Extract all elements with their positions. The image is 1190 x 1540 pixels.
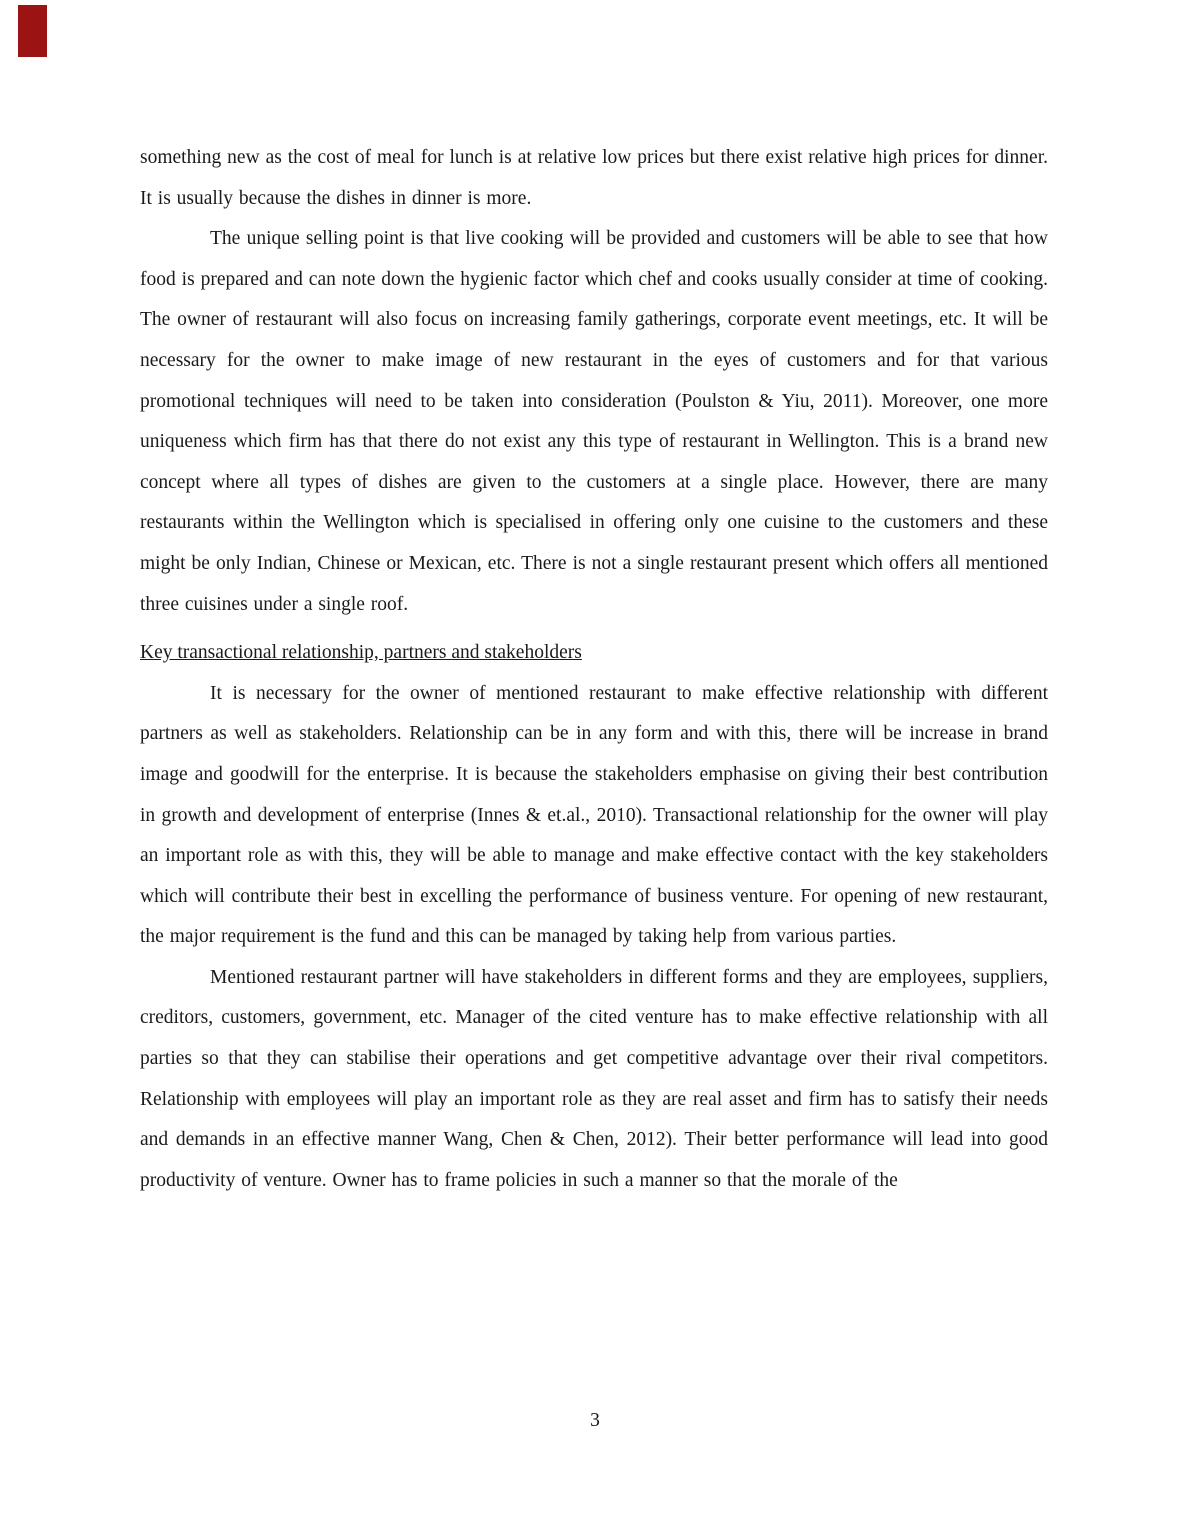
section-heading-key-transactional-relationship: Key transactional relationship, partners and stakeholders: [140, 642, 582, 664]
corner-logo-fragment: [18, 5, 47, 57]
page-number: 3: [590, 1410, 600, 1431]
document-body: [140, 138, 1048, 1201]
paragraph-transactional-relationship: It is necessary for the owner of mentioned restaurant to make effective relationship with different partners as well as stakeholders. Relationship can be in any form and with this, there will be increase in brand image and goodwill for the enterprise. It is because the stakeholders emphasise on giving their best contribution in growth and development of enterprise (Innes & et.al., 2010). Transactional relationship for the owner will play an important role as with this, they will be able to manage and make effective contact with the key stakeholders which will contribute their best in excelling the performance of business venture. For opening of new restaurant, the major requirement is the fund and this can be managed by taking help from various parties.: [140, 682, 1048, 948]
paragraph-unique-selling-point: The unique selling point is that live cooking will be provided and customers will be able to see that how food is prepared and can note down the hygienic factor which chef and cooks usually consider at time of cooking. The owner of restaurant will also focus on increasing family gatherings, corporate event meetings, etc. It will be necessary for the owner to make image of new restaurant in the eyes of customers and for that various promotional techniques will need to be taken into consideration (Poulston & Yiu, 2011). Moreover, one more uniqueness which firm has that there do not exist any this type of restaurant in Wellington. This is a brand new concept where all types of dishes are given to the customers at a single place. However, there are many restaurants within the Wellington which is specialised in offering only one cuisine to the customers and these might be only Indian, Chinese or Mexican, etc. There is not a single restaurant present which offers all mentioned three cuisines under a single roof.: [140, 228, 1048, 615]
paragraph-stakeholders-forms: Mentioned restaurant partner will have stakeholders in different forms and they are employees, suppliers, creditors, customers, government, etc. Manager of the cited venture has to make effective relationship with all parties so that they can stabilise their operations and get competitive advantage over their rival competitors. Relationship with employees will play an important role as they are real asset and firm has to satisfy their needs and demands in an effective manner Wang, Chen & Chen, 2012). Their better performance will lead into good productivity of venture. Owner has to frame policies in such a manner so that the morale of the: [140, 966, 1048, 1191]
paragraph-continuation: something new as the cost of meal for lunch is at relative low prices but there exist relative high prices for dinner. It is usually because the dishes in dinner is more.: [140, 147, 1048, 209]
